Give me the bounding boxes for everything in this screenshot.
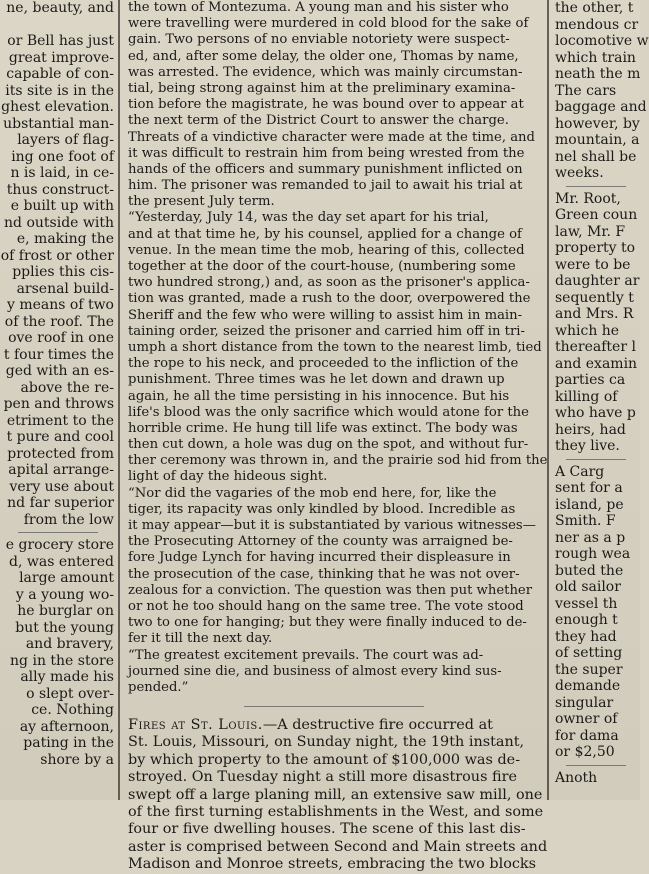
text-line: fore Judge Lynch for having incurred their displeasure in xyxy=(128,550,511,566)
text-line: then cut down, a hole was dug on the spot, and without fur- xyxy=(128,437,529,453)
text-line: which train xyxy=(555,49,636,66)
text-line: ged with an es- xyxy=(5,363,114,379)
column-rule-right xyxy=(547,0,549,800)
text-line: Fires at St. Louis.—A destructive fire occurred at xyxy=(128,717,493,734)
text-line: however, by xyxy=(555,115,640,132)
text-line: stroyed. On Tuesday night a still more disastrous fire xyxy=(128,769,518,786)
text-line: the next term of the District Court to answer the charge. xyxy=(128,113,509,129)
left-column xyxy=(0,0,116,800)
text-line: ce. Nothing xyxy=(31,702,114,718)
text-line: the town of Montezuma. A young man and his sister who xyxy=(128,0,509,15)
text-line: two hundred strong,) and, as soon as the prisoner's applica- xyxy=(128,275,530,291)
text-line: locomotive w xyxy=(555,33,649,49)
text-line: pplies this cis- xyxy=(12,264,114,280)
text-line: thereafter l xyxy=(555,339,636,355)
text-line: ing one foot of xyxy=(11,148,114,165)
text-line: t pure and cool xyxy=(6,429,114,445)
text-line: e grocery store xyxy=(5,537,114,553)
text-line: light of day the hideous sight. xyxy=(128,469,328,485)
text-line: tial, being strong against him at the preliminary examina- xyxy=(128,80,516,96)
text-line: capable of con- xyxy=(6,66,114,82)
text-line: taining order, seized the prisoner and carried him off in tri- xyxy=(128,323,525,339)
text-line: arsenal build- xyxy=(16,280,114,297)
text-line: ghest elevation. xyxy=(1,99,114,115)
text-line: ng in the store xyxy=(10,652,114,669)
text-line: the present July term. xyxy=(128,194,275,210)
text-line: St. Louis, Missouri, on Sunday night, the 19th instant, xyxy=(128,734,525,751)
text-line: tion was granted, made a rush to the door, overpowered the xyxy=(128,291,531,307)
text-line: Threats of a vindictive character were made at the time, and xyxy=(128,129,535,145)
text-line: horrible crime. He hung till life was extinct. The body was xyxy=(128,420,518,436)
column-divider-rule xyxy=(566,765,626,766)
text-line: two to one for hanging; but they were finally induced to de- xyxy=(128,615,527,631)
text-line: ed, and, after some delay, the older one, Thomas by name, xyxy=(128,48,519,64)
text-line: property to xyxy=(555,240,636,256)
text-line: and Mrs. R xyxy=(555,306,634,322)
text-line: sequently t xyxy=(555,289,634,306)
text-line: nd outside with xyxy=(4,214,114,231)
text-line: “The greatest excitement prevails. The court was ad- xyxy=(128,647,484,663)
text-line: together at the door of the court-house, (numbering some xyxy=(128,259,516,274)
text-line: A Carg xyxy=(555,463,605,480)
text-line: ther ceremony was thrown in, and the prairie sod hid from the xyxy=(128,453,548,469)
text-line: or not he too should hang on the same tree. The vote stood xyxy=(128,598,524,614)
text-line: hands of the officers and summary punishment inflicted on xyxy=(128,161,523,177)
text-line: but the young xyxy=(15,619,114,636)
text-line: o slept over- xyxy=(26,685,114,702)
text-line: e built up with xyxy=(10,198,114,214)
text-line: shore by a xyxy=(40,751,114,768)
fires-heading: Fires at St. Louis. xyxy=(128,717,263,734)
text-line: the prosecution of the case, thinking that he was not over- xyxy=(128,566,520,582)
text-line: apital arrange- xyxy=(8,462,114,478)
text-line: were travelling were murdered in cold blood for the sake of xyxy=(128,16,529,32)
text-line: and bravery, xyxy=(25,636,114,652)
text-line: its site is in the xyxy=(5,82,114,99)
text-line: old sailor xyxy=(555,579,621,595)
text-line: Sheriff and the few who were willing to assist him in main- xyxy=(128,307,523,323)
text-line: the rope to his neck, and proceeded to the infliction of the xyxy=(128,356,519,372)
text-line: nel shall be xyxy=(555,148,637,165)
left-column-article-2 xyxy=(0,537,116,768)
text-line: Anoth xyxy=(555,769,598,786)
text-line: fer it till the next day. xyxy=(128,631,273,647)
text-line: d, was entered xyxy=(9,553,114,570)
right-column-article-2 xyxy=(552,191,640,455)
text-line: tion before the magistrate, he was bound over to appear at xyxy=(128,97,524,113)
text-line: it may appear—but it is substantiated by various witnesses— xyxy=(128,518,536,533)
text-line: weeks. xyxy=(555,165,604,181)
text-line: life's blood was the only sacrifice which would atone for the xyxy=(128,404,529,420)
right-column-article-3 xyxy=(552,464,640,761)
text-line: from the low xyxy=(23,511,114,528)
text-line: mendous cr xyxy=(555,16,639,33)
text-line: demande xyxy=(555,678,621,694)
text-line: Mr. Root, xyxy=(555,190,621,207)
text-line: above the re- xyxy=(20,379,114,396)
text-line: it was difficult to restrain him from being wrested from the xyxy=(128,145,525,161)
text-line: of the first turning establishments in the West, and some xyxy=(128,804,544,821)
text-line: ove roof in one xyxy=(8,330,114,346)
text-line: for dama xyxy=(555,727,619,744)
text-line: tiger, its rapacity was only kindled by blood. Incredible as xyxy=(128,501,516,517)
text-line: the Prosecuting Attorney of the county was arraigned be- xyxy=(128,534,513,550)
article-separator-rule xyxy=(244,706,424,707)
text-line: heirs, had xyxy=(555,421,626,438)
text-line: neath the m xyxy=(555,66,641,82)
text-line: they had xyxy=(555,628,617,645)
text-line: venue. In the mean time the mob, hearing of this, collected xyxy=(128,242,525,258)
text-line: Green coun xyxy=(555,207,638,223)
text-line: singular xyxy=(555,694,614,711)
text-line: Madison and Monroe streets, embracing the two blocks xyxy=(128,856,537,873)
text-line: law, Mr. F xyxy=(555,223,626,240)
text-line: were to be xyxy=(555,256,631,273)
text-line: parties ca xyxy=(555,372,626,388)
text-line: was arrested. The evidence, which was mainly circumstan- xyxy=(128,64,523,80)
text-line: him. The prisoner was remanded to jail to await his trial at xyxy=(128,178,523,194)
text-line: y a young wo- xyxy=(15,586,114,603)
text-line: etriment to the xyxy=(6,412,114,429)
text-line: and examin xyxy=(555,355,638,372)
text-line: ay afternoon, xyxy=(19,718,114,735)
text-line: the other, t xyxy=(555,0,634,16)
text-line: protected from xyxy=(7,445,114,462)
text-line: pating in the xyxy=(23,735,114,751)
montezuma-lynching-article xyxy=(122,0,546,696)
left-column-article-1 xyxy=(0,0,116,528)
text-line: mountain, a xyxy=(555,132,640,148)
text-line: daughter ar xyxy=(555,273,640,289)
middle-column xyxy=(122,0,548,873)
text-line: he burglar on xyxy=(17,603,114,619)
text-line: by which property to the amount of $100,000 was de- xyxy=(128,751,521,768)
text-line: and at that time he, by his counsel, applied for a change of xyxy=(128,226,522,242)
text-line: aster is comprised between Second and Main streets and xyxy=(128,838,548,855)
text-line: island, pe xyxy=(555,496,624,513)
fires-at-st-louis-article xyxy=(122,717,546,874)
text-line: again, he all the time persisting in his innocence. But his xyxy=(128,388,510,404)
text-line: who have p xyxy=(555,405,636,421)
text-line: buted the xyxy=(555,562,624,579)
text-line: great improve- xyxy=(8,49,114,66)
text-line: the super xyxy=(555,661,623,678)
text-line: ne, beauty, and xyxy=(6,0,114,16)
text-line: sent for a xyxy=(555,480,623,496)
column-divider-rule xyxy=(566,459,626,460)
column-divider-rule xyxy=(18,532,98,533)
text-line: layers of flag- xyxy=(17,132,114,148)
text-line: four or five dwelling houses. The scene of this last dis- xyxy=(128,821,526,838)
text-line: baggage and xyxy=(555,99,647,115)
text-line: which he xyxy=(555,322,620,339)
text-line: large amount xyxy=(19,570,114,586)
text-line: journed sine die, and business of almost every kind sus- xyxy=(128,663,502,679)
text-line: Smith. F xyxy=(555,513,616,529)
text-line: ubstantial man- xyxy=(3,115,114,132)
text-line: of the roof. The xyxy=(4,313,114,330)
text-line: killing of xyxy=(555,388,618,405)
text-line: very use about xyxy=(9,478,114,495)
text-line xyxy=(0,17,116,34)
text-line: of frost or other xyxy=(0,247,114,264)
text-line: or Bell has just xyxy=(7,33,114,49)
text-line: gain. Two persons of no enviable notoriety were suspect- xyxy=(128,32,510,48)
text-line: “Nor did the vagaries of the mob end here, for, like the xyxy=(128,485,497,501)
text-line: owner of xyxy=(555,711,618,727)
text-line: punishment. Three times was he let down and drawn up xyxy=(128,372,505,388)
text-line: umph a short distance from the town to the nearest limb, tied xyxy=(128,339,542,355)
text-line: enough t xyxy=(555,612,618,628)
text-line: rough wea xyxy=(555,546,631,562)
text-line: t four times the xyxy=(3,346,114,363)
text-line: “Yesterday, July 14, was the day set apart for his trial, xyxy=(128,210,489,226)
text-line: they live. xyxy=(555,438,620,454)
text-line: n is laid, in ce- xyxy=(10,165,114,181)
text-line: ally made his xyxy=(20,669,114,685)
right-column-article-4 xyxy=(552,770,640,787)
text-line: swept off a large planing mill, an extensive saw mill, one xyxy=(128,786,543,803)
text-line: vessel th xyxy=(555,595,618,612)
column-rule-left xyxy=(118,0,120,800)
text-line: ner as a p xyxy=(555,529,626,546)
text-line: y means of two xyxy=(6,297,114,313)
right-column-article-1 xyxy=(552,0,649,182)
text-line: or $2,50 xyxy=(555,744,615,760)
text-line: zealous for a conviction. The question was then put whether xyxy=(128,582,533,598)
text-line: The cars xyxy=(555,82,617,99)
text-line: of setting xyxy=(555,645,623,661)
column-divider-rule xyxy=(566,186,626,187)
text-line: pended.” xyxy=(128,679,189,695)
text-line: nd far superior xyxy=(7,495,114,511)
text-line: e, making the xyxy=(16,231,114,247)
text-line: pen and throws xyxy=(3,396,114,412)
text-line: thus construct- xyxy=(6,181,114,198)
right-column xyxy=(552,0,649,800)
